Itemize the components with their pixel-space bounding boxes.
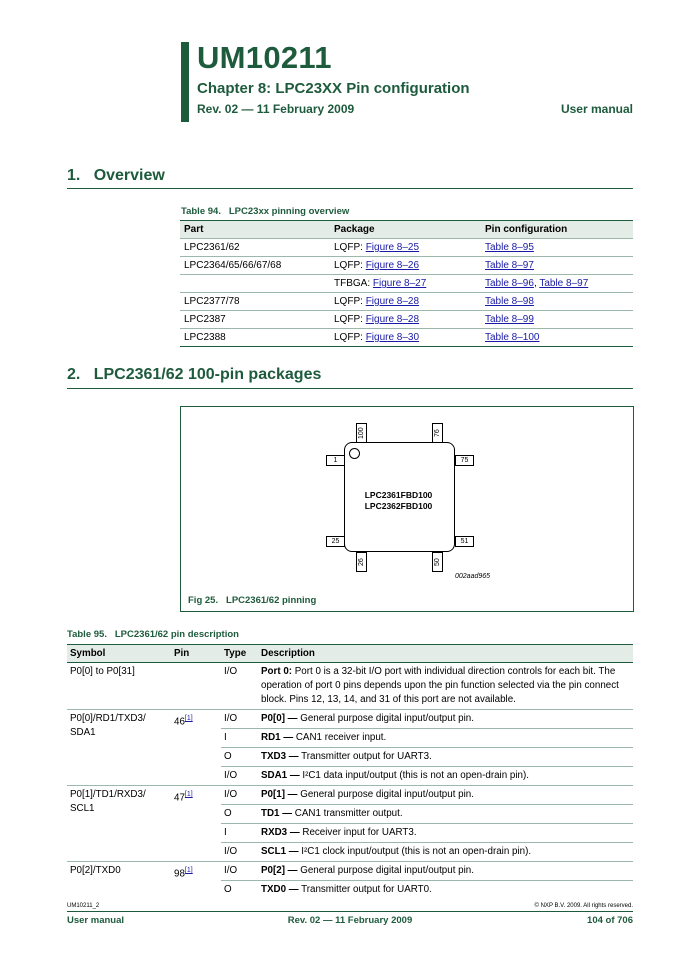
table-row — [67, 710, 633, 729]
part-cell — [180, 275, 330, 293]
table-link[interactable]: Table 8–98 — [485, 296, 534, 307]
table-row — [180, 239, 633, 257]
footer-doc-id: UM10211_2 — [67, 903, 100, 909]
table-94-caption: Table 94. LPC23xx pinning overview — [181, 206, 350, 217]
table-link[interactable]: Table 8–100 — [485, 332, 540, 343]
package-cell: LQFP: Figure 8–25 — [330, 239, 481, 257]
pin-cell — [171, 663, 221, 710]
description-cell: SDA1 — I²C1 data input/output (this is not an open-drain pin). — [258, 767, 633, 786]
table-95-caption: Table 95. LPC2361/62 pin description — [67, 629, 239, 640]
table-header-row — [67, 645, 633, 663]
figure-link[interactable]: Figure 8–25 — [365, 242, 420, 253]
table-row — [67, 786, 633, 805]
part-cell: LPC2388 — [180, 329, 330, 347]
package-cell: LQFP: Figure 8–30 — [330, 329, 481, 347]
description-cell: RXD3 — Receiver input for UART3. — [258, 824, 633, 843]
footer-doc-type: User manual — [67, 915, 125, 926]
table-95 — [67, 644, 633, 899]
description-cell: SCL1 — I²C1 clock input/output (this is not an open-drain pin). — [258, 843, 633, 862]
section-1-heading — [67, 167, 165, 185]
chip-name-2: LPC2362FBD100 — [364, 501, 433, 511]
package-cell: LQFP: Figure 8–26 — [330, 257, 481, 275]
table-link[interactable]: Table 8–95 — [485, 242, 534, 253]
table-row — [180, 293, 633, 311]
pin-config-cell: Table 8–96, Table 8–97 — [481, 275, 633, 293]
table-row — [180, 329, 633, 347]
table-94 — [180, 220, 633, 347]
symbol-cell: P0[1]/TD1/RXD3/ SCL1 — [67, 786, 171, 862]
description-cell: TXD0 — Transmitter output for UART0. — [258, 881, 633, 900]
footnote-link[interactable]: [1] — [184, 791, 193, 798]
col-header-pin-config: Pin configuration — [481, 221, 633, 239]
table-row — [67, 862, 633, 881]
description-cell: TD1 — CAN1 transmitter output. — [258, 805, 633, 824]
col-header-type: Type — [221, 645, 258, 663]
table-link[interactable]: Table 8–96 — [485, 278, 534, 289]
header-accent-bar — [181, 42, 189, 122]
package-cell: LQFP: Figure 8–28 — [330, 311, 481, 329]
chapter-title: Chapter 8: LPC23XX Pin configuration — [197, 80, 470, 97]
footnote-link[interactable]: [1] — [184, 715, 193, 722]
pin-config-cell — [481, 293, 633, 311]
type-cell: O — [221, 748, 258, 767]
type-cell: I/O — [221, 843, 258, 862]
symbol-cell: P0[0]/RD1/TXD3/ SDA1 — [67, 710, 171, 786]
package-cell: TFBGA: Figure 8–27 — [330, 275, 481, 293]
pin-label-100: 100 — [356, 423, 367, 443]
table-row — [180, 257, 633, 275]
part-cell: LPC2377/78 — [180, 293, 330, 311]
pin-label-50: 50 — [432, 552, 443, 572]
header-revision: Rev. 02 — 11 February 2009 — [197, 102, 355, 116]
col-header-description: Description — [258, 645, 633, 663]
pin-config-cell — [481, 329, 633, 347]
footer-revision: Rev. 02 — 11 February 2009 — [287, 915, 413, 926]
figure-link[interactable]: Figure 8–26 — [365, 260, 420, 271]
figure-link[interactable]: Figure 8–28 — [365, 314, 420, 325]
type-cell: I — [221, 729, 258, 748]
type-cell: I/O — [224, 666, 238, 677]
description-cell: TXD3 — Transmitter output for UART3. — [258, 748, 633, 767]
footnote-link[interactable]: [1] — [184, 867, 193, 874]
col-header-package: Package — [330, 221, 481, 239]
table-link[interactable]: Table 8–99 — [485, 314, 534, 325]
footer-copyright: © NXP B.V. 2009. All rights reserved. — [534, 903, 633, 909]
col-header-pin: Pin — [171, 645, 221, 663]
section-2-title: LPC2361/62 100-pin packages — [93, 366, 322, 383]
pin-label-1: 1 — [326, 455, 345, 466]
type-cell: I/O — [221, 862, 258, 881]
description-cell: P0[0] — General purpose digital input/output pin. — [258, 710, 633, 729]
section-2-rule — [67, 388, 633, 389]
part-cell: LPC2387 — [180, 311, 330, 329]
type-cell: I/O — [221, 786, 258, 805]
pin-label-51: 51 — [455, 536, 474, 547]
description-cell: P0[2] — General purpose digital input/output pin. — [258, 862, 633, 881]
pin-label-26: 26 — [356, 552, 367, 572]
col-header-part: Part — [180, 221, 330, 239]
description-cell: Port 0: Port 0 is a 32-bit I/O port with individual direction controls for each bit. The operation of port 0 pins depends upon the pin function selected via the pin connect block. Pins 12, 13, 14, and 31 of this port are not available. — [261, 666, 619, 705]
table-row — [180, 275, 633, 293]
header-doc-type: User manual — [560, 102, 633, 116]
figure-25-caption: Fig 25. LPC2361/62 pinning — [188, 595, 317, 606]
table-row — [67, 663, 633, 710]
table-link[interactable]: Table 8–97 — [539, 278, 589, 289]
section-1-rule — [67, 188, 633, 189]
type-cell: I/O — [221, 710, 258, 729]
pin-config-cell — [481, 311, 633, 329]
footer-page-number: 104 of 706 — [587, 915, 633, 926]
pin-cell: 98[1] — [171, 862, 221, 900]
type-cell: I/O — [221, 767, 258, 786]
package-cell: LQFP: Figure 8–28 — [330, 293, 481, 311]
pin-config-cell — [481, 257, 633, 275]
pin-label-75: 75 — [455, 455, 474, 466]
figure-link[interactable]: Figure 8–28 — [365, 296, 420, 307]
figure-code: 002aad965 — [455, 573, 491, 580]
symbol-cell: P0[2]/TXD0 — [67, 862, 171, 900]
pin-label-76: 76 — [432, 423, 443, 443]
section-1-number: 1. — [67, 167, 81, 184]
part-cell: LPC2364/65/66/67/68 — [180, 257, 330, 275]
col-header-symbol: Symbol — [67, 645, 171, 663]
footer-rule — [67, 911, 633, 912]
figure-link[interactable]: Figure 8–30 — [365, 332, 420, 343]
section-2-number: 2. — [67, 366, 81, 383]
table-row — [180, 311, 633, 329]
section-2-heading — [67, 366, 321, 384]
document-title: UM10211 — [197, 40, 332, 75]
type-cell: O — [221, 805, 258, 824]
section-1-title: Overview — [93, 167, 165, 184]
pin-config-cell — [481, 239, 633, 257]
figure-link[interactable]: Figure 8–27 — [372, 278, 427, 289]
table-link[interactable]: Table 8–97 — [485, 260, 534, 271]
pin-label-25: 25 — [326, 536, 345, 547]
description-cell: P0[1] — General purpose digital input/output pin. — [258, 786, 633, 805]
type-cell: O — [221, 881, 258, 900]
table-header-row — [180, 221, 633, 239]
pin-1-marker — [349, 448, 360, 459]
description-cell: RD1 — CAN1 receiver input. — [258, 729, 633, 748]
pin-cell: 47[1] — [171, 786, 221, 862]
pin-cell: 46[1] — [171, 710, 221, 786]
part-cell: LPC2361/62 — [180, 239, 330, 257]
chip-name-1: LPC2361FBD100 — [364, 490, 433, 500]
type-cell: I — [221, 824, 258, 843]
symbol-cell: P0[0] to P0[31] — [70, 666, 135, 677]
